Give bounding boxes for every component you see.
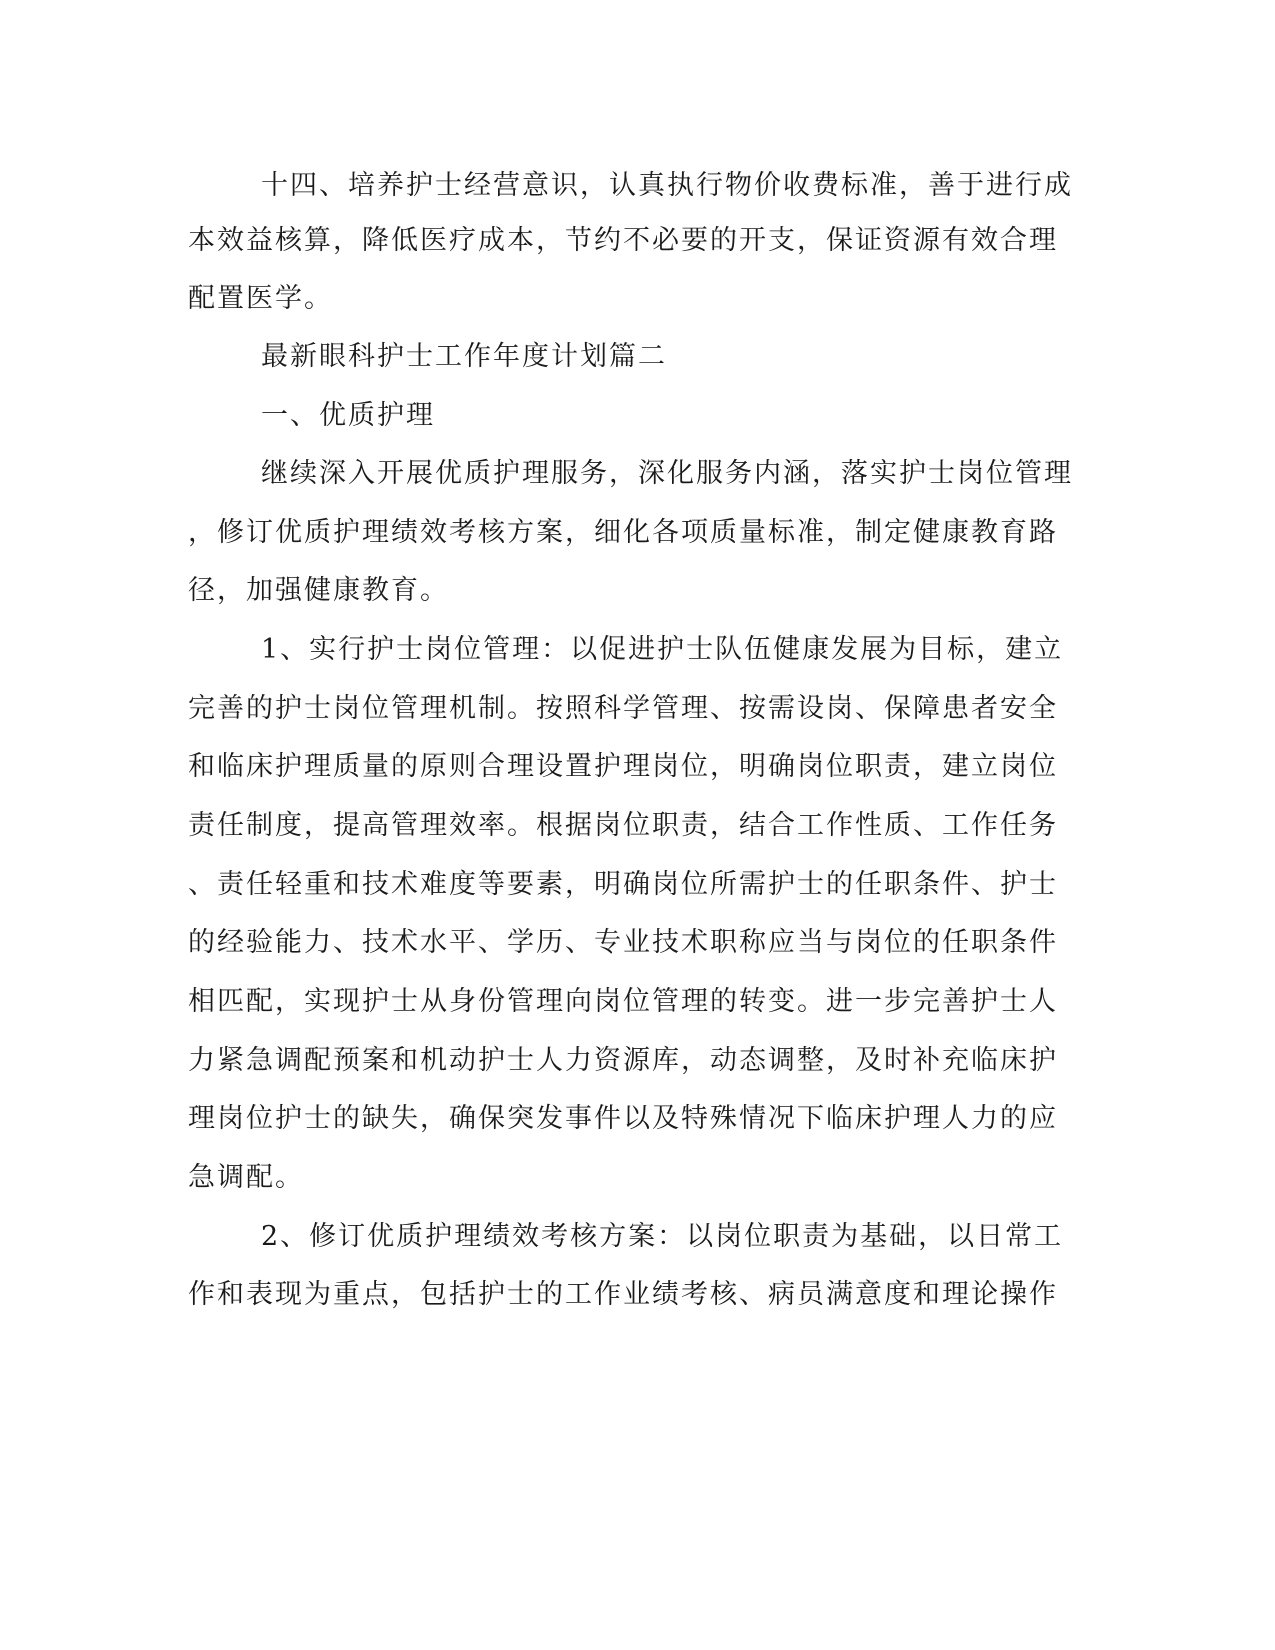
paragraph-line: 作和表现为重点，包括护士的工作业绩考核、病员满意度和理论操作 (188, 1279, 1058, 1310)
paragraph-line: ，修订优质护理绩效考核方案，细化各项质量标准，制定健康教育路 (188, 517, 1058, 548)
section-heading: 最新眼科护士工作年度计划篇二 (261, 341, 667, 372)
paragraph-line: 和临床护理质量的原则合理设置护理岗位，明确岗位职责，建立岗位 (188, 751, 1058, 782)
paragraph-line: 完善的护士岗位管理机制。按照科学管理、按需设岗、保障患者安全 (188, 693, 1058, 724)
paragraph-line: 2、修订优质护理绩效考核方案：以岗位职责为基础，以日常工 (261, 1221, 1064, 1252)
paragraph-line: 急调配。 (188, 1162, 304, 1193)
paragraph-line: 继续深入开展优质护理服务，深化服务内涵，落实护士岗位管理 (261, 458, 1073, 489)
paragraph-line: 十四、培养护士经营意识，认真执行物价收费标准，善于进行成 (261, 170, 1073, 201)
subsection-heading: 一、优质护理 (261, 400, 435, 431)
paragraph-line: 的经验能力、技术水平、学历、专业技术职称应当与岗位的任职条件 (188, 927, 1058, 958)
paragraph-line: 理岗位护士的缺失，确保突发事件以及特殊情况下临床护理人力的应 (188, 1103, 1058, 1134)
paragraph-line: 力紧急调配预案和机动护士人力资源库，动态调整，及时补充临床护 (188, 1045, 1058, 1076)
paragraph-line: 配置医学。 (188, 283, 333, 314)
paragraph-line: 本效益核算，降低医疗成本，节约不必要的开支，保证资源有效合理 (188, 225, 1058, 256)
paragraph-line: 径，加强健康教育。 (188, 575, 449, 606)
paragraph-line: 责任制度，提高管理效率。根据岗位职责，结合工作性质、工作任务 (188, 810, 1058, 841)
paragraph-line: 1、实行护士岗位管理：以促进护士队伍健康发展为目标，建立 (261, 634, 1064, 665)
paragraph-line: 相匹配，实现护士从身份管理向岗位管理的转变。进一步完善护士人 (188, 986, 1058, 1017)
paragraph-line: 、责任轻重和技术难度等要素，明确岗位所需护士的任职条件、护士 (188, 869, 1058, 900)
